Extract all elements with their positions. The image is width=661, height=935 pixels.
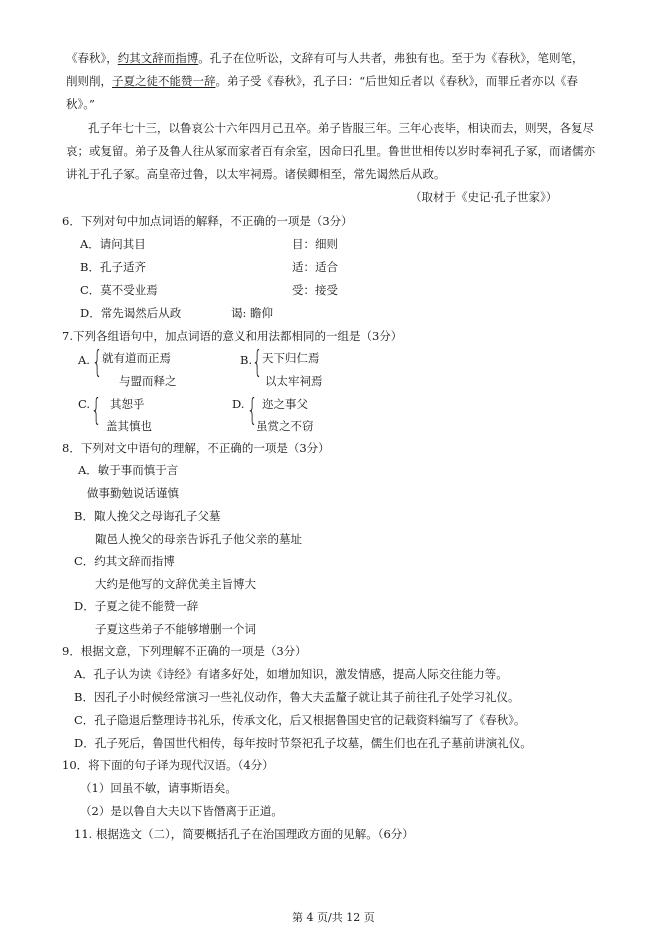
- q10-stem: 10．将下面的句子译为现代汉语。（4分）: [62, 758, 274, 772]
- q7-option-b-line1: 天下归仁焉: [262, 351, 320, 365]
- q9-stem: 9．根据文意，下列理解不正确的一项是（3分）: [62, 644, 307, 658]
- passage-text: 《春秋》，: [66, 51, 118, 65]
- q7-option-a-line1: 就有道而正焉: [102, 351, 171, 365]
- q6-option-c: C．莫不受业焉: [80, 283, 158, 297]
- q7-option-a-line2: 与盟而释之: [119, 374, 177, 388]
- q6-gloss-d: 谒: 瞻仰: [231, 306, 274, 320]
- brace-icon: {: [252, 345, 263, 380]
- underlined-phrase: 约其文辞而指博: [117, 51, 199, 65]
- passage-line: 秋》。”: [66, 97, 95, 111]
- q8-gloss-c: 大约是他写的文辞优美主旨博大: [95, 577, 256, 591]
- q10-item-2: （2）是以鲁自大夫以下皆僭离于正道。: [80, 804, 283, 818]
- q7-option-d-letter: D.: [232, 397, 245, 411]
- q7-option-c-line2: 盖其慎也: [106, 419, 152, 433]
- q8-stem: 8．下列对文中语句的理解，不正确的一项是（3分）: [62, 441, 330, 455]
- q8-gloss-b: 陬邑人挽父的母亲告诉孔子他父亲的墓址: [95, 532, 302, 546]
- q8-gloss-a: 做事勤勉说话谨慎: [87, 486, 179, 500]
- q7-option-b-letter: B.: [240, 353, 253, 367]
- q8-option-b: B．陬人挽父之母诲孔子父墓: [74, 509, 221, 523]
- brace-icon: {: [92, 345, 103, 380]
- q10-item-1: （1）回虽不敏，请事斯语矣。: [80, 781, 237, 795]
- passage-text: 。弟子受《春秋》，孔子曰：“后世知丘者以《春秋》，而罪丘者亦以《春: [215, 74, 578, 88]
- passage-text: 。孔子在位听讼，文辞有可与人共者，弗独有也。至于为《春秋》，笔则笔，: [198, 51, 584, 65]
- passage-line: 孔子年七十三，以鲁哀公十六年四月己丑卒。弟子皆服三年。三年心丧毕，相诀而去，则哭，各复尽: [88, 121, 594, 135]
- q9-option-c: C．孔子隐退后整理诗书礼乐，传承文化，后又根据鲁国史官的记载资料编写了《春秋》。: [74, 713, 526, 727]
- passage-line: [66, 50, 584, 66]
- page-number: 第 4 页/共 12 页: [292, 911, 375, 924]
- q6-option-b: B．孔子适齐: [80, 260, 146, 274]
- q8-option-c: C．约其文辞而指博: [74, 554, 175, 568]
- brace-icon: {: [247, 393, 258, 428]
- q8-gloss-d: 子夏这些弟子不能够增删一个词: [95, 622, 256, 636]
- q7-option-c-letter: C.: [78, 397, 91, 411]
- q6-gloss-c: 受：接受: [292, 283, 338, 297]
- q6-gloss-b: 适：适合: [292, 260, 338, 274]
- passage-text: 削则削，: [66, 74, 112, 88]
- passage-source: （取材于《史记·孔子世家》）: [410, 190, 558, 204]
- q7-option-b-line2: 以太牢祠焉: [265, 374, 323, 388]
- q6-option-d: D．常先谒然后从政: [80, 306, 182, 320]
- passage-line: [66, 73, 578, 89]
- q7-option-d-line2: 虽赏之不窃: [256, 419, 314, 433]
- q7-stem: 7.下列各组语句中，加点词语的意义和用法都相同的一组是（3分）: [62, 329, 403, 343]
- q7-option-c-line1: 其恕乎: [110, 397, 145, 411]
- q7-option-a-letter: A.: [78, 353, 90, 367]
- passage-line: 哀；或复留。弟子及鲁人往从冢而家者百有余室，因命曰孔里。鲁世世相传以岁时奉祠孔子冢，而诸儒亦: [66, 144, 595, 158]
- q6-option-a: A．请问其目: [80, 237, 146, 251]
- q6-gloss-a: 目：细则: [292, 237, 338, 251]
- q11-stem: 11. 根据选文（二），简要概括孔子在治国理政方面的见解。（6分）: [74, 827, 414, 841]
- q9-option-b: B．因孔子小时候经常演习一些礼仪动作，鲁大夫孟釐子就让其子前往孔子处学习礼仪。: [74, 690, 520, 704]
- q8-option-d: D．子夏之徒不能赞一辞: [74, 599, 199, 613]
- q9-option-d: D．孔子死后，鲁国世代相传，每年按时节祭祀孔子坟墓，儒生们也在孔子墓前讲演礼仪。: [74, 736, 532, 750]
- q8-option-a: A．敏于事而慎于言: [78, 463, 179, 477]
- q6-stem: 6．下列对句中加点词语的解释，不正确的一项是（3分）: [62, 214, 353, 228]
- underlined-phrase: 子夏之徒不能赞一辞: [112, 74, 216, 88]
- brace-icon: {: [91, 393, 102, 428]
- q7-option-d-line1: 迩之事父: [262, 397, 308, 411]
- q9-option-a: A．孔子认为读《诗经》有诸多好处，如增加知识，激发情感，提高人际交往能力等。: [74, 667, 508, 681]
- passage-line: 讲礼于孔子冢。高皇帝过鲁，以太牢祠焉。诸侯卿相至，常先谒然后从政。: [66, 167, 446, 181]
